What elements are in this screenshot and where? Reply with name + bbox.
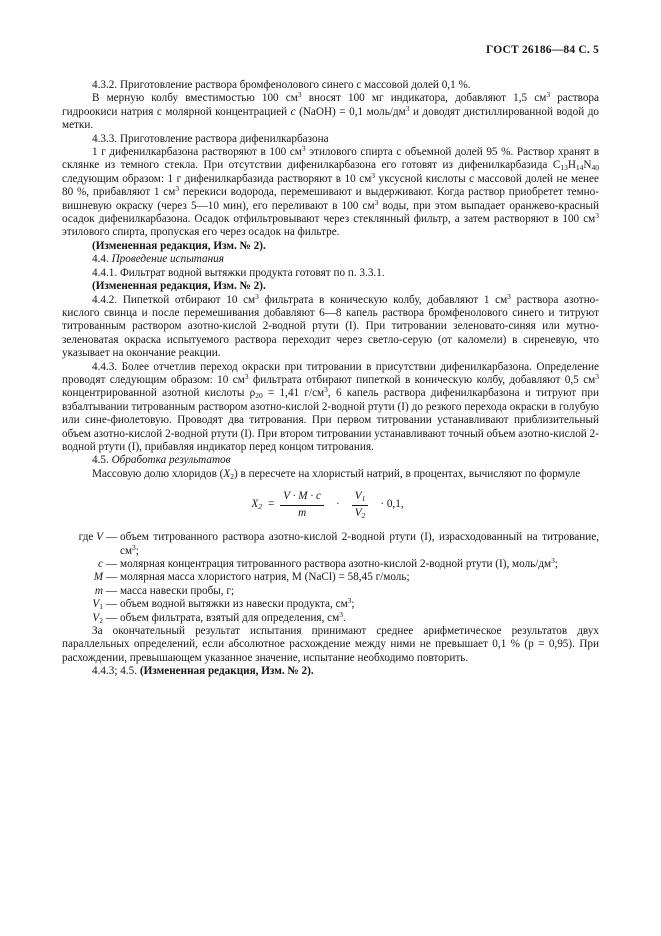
variable-definitions — [62, 531, 599, 625]
formula-equals: = — [267, 498, 275, 511]
chloride-formula — [62, 487, 599, 523]
formula-dot: · — [335, 498, 340, 511]
definition-row: m — масса навески пробы, г; — [94, 584, 235, 597]
section-4-4-2-text: 4.4.2. Пипеткой отбирают 10 $см^3$ фильтрата в коническую колбу, добавляют 1 $см^3$ раствора азотно-кислого свинца и после перемешивания добавляют 6—8 капель раствора бромфенолового синего и титруют титрованным раствором азотно-кислой 2-водной ртути (I). При титровании зеленовато-синяя или мутно-зеленоватая окраска испытуемого раствора переходит через светло-серую (от каломели) в сиреневую, что указывает на окончание реакции. — [62, 291, 600, 360]
formula-fraction-1: $\frac{V \cdot M \cdot c}{m}$ — [280, 490, 324, 520]
section-4-4-1-text: 4.4.1. Фильтрат водной вытяжки продукта готовят по п. 3.3.1. — [92, 266, 385, 279]
definition-row: M — молярная масса хлористого натрия, M (NaCl) = 58,45 г/моль; — [93, 571, 410, 584]
section-4-4-heading: 4.4. Проведение испытания — [92, 253, 224, 266]
section-4-3-3-heading: 4.3.3. Приготовление раствора дифенилкарбазона — [92, 132, 329, 145]
section-4-4-3-text: 4.4.3. Более отчетлив переход окраски при титровании в присутствии дифенилкарбазона. Определение проводят следующим образом: 10 $см^3$ фильтрата отбирают пипеткой в коническую колбу, добавляют 0,5 $см^3$ концентрированной азотной кислоты $\rho_{20} = 1,41$ $г/см^3$, 6 капель раствора дифенилкарбазона и титруют при взбалтывании титрованным раствором азотно-кислой 2-водной ртути (I) до резкого перехода окраски в голубую или сине-фиолетовую. Проводят два титрования. При первом титровании устанавливают приблизительный объем азотно-кислой 2-водной ртути (I). При втором титровании устанавливают точный объем азотно-кислой 2-водной ртути (I), прибавляя индикатор перед концом титрования. — [62, 360, 599, 453]
formula-fraction-2: $\frac{V_1}{V_2}$ — [352, 490, 369, 520]
section-4-3-3-text: 1 г дифенилкарбазона растворяют в 100 $см^3$ этилового спирта с объемной долей 95 %. Раствор хранят в склянке из темного стекла. При отсутствии дифенилкарбазона его готовят из дифенилкарбазида $C_{13}H_{14}N_{40}$ следующим образом: 1 г дифенилкарбазида растворяют в 10 $см^3$ уксусной кислоты с массовой долей не менее 80 %, прибавляют 1 $см^3$ перекиси водорода, перемешивают и выдерживают. Когда раствор приобретет темно-вишневую окраску (через 5—10 мин), его переливают в 100 $см^3$ воды, при этом выпадает оранжево-красный осадок дифенилкарбазона. Осадок отфильтровывают через стеклянный фильтр, а затем растворяют в 100 $см^3$ этилового спирта, пропуская его через осадок на фильтре. — [62, 144, 599, 239]
final-amendment-note: 4.4.3; 4.5. (Измененная редакция, Изм. № 2). — [92, 665, 314, 678]
section-4-5-heading: 4.5. Обработка результатов — [92, 454, 231, 467]
running-header: ГОСТ 26186—84 С. 5 — [486, 44, 599, 56]
section-4-3-2-heading: 4.3.2. Приготовление раствора бромфенолового синего с массовой долей 0,1 %. — [92, 79, 471, 91]
definition-row: $V_1$ — объем водной вытяжки из навески продукта, $см^3$; — [92, 596, 355, 612]
amendment-note: (Измененная редакция, Изм. № 2). — [92, 280, 266, 293]
final-result-text: За окончательный результат испытания принимают среднее арифметическое результатов двух параллельных определений, если абсолютное расхождение между ними не превышает 0,1 % (p = 0,95). При расхождении, превышающем указанное значение, испытание необходимо повторить. — [62, 625, 599, 664]
amendment-note: (Измененная редакция, Изм. № 2). — [92, 239, 266, 252]
definition-row: где V — объем титрованного раствора азотно-кислой 2-водной ртути (I), израсходованный на титрование, $см^3$; — [78, 531, 599, 557]
definition-row: $V_2$ — объем фильтрата, взятый для определения, $см^3$. — [92, 609, 346, 625]
formula-tail: · 0,1, — [380, 498, 404, 511]
document-body — [62, 79, 599, 679]
section-4-3-2-text: В мерную колбу вместимостью 100 $см^3$ вносят 100 мг индикатора, добавляют 1,5 $см^3$ раствора гидроокиси натрия с молярной концентрацией c (NaOH) = 0,1 моль/$дм^3$ и доводят дистиллированной водой до метки. — [62, 90, 599, 132]
definition-row: c — молярная концентрация титрованного раствора азотно-кислой 2-водной ртути (I), моль/$дм^3$; — [98, 556, 558, 570]
formula-lhs: $X_2$ — [251, 498, 262, 512]
section-4-5-intro: Массовую долю хлоридов $(X_2)$ в пересчете на хлористый натрий, в процентах, вычисляют по формуле — [92, 467, 581, 481]
